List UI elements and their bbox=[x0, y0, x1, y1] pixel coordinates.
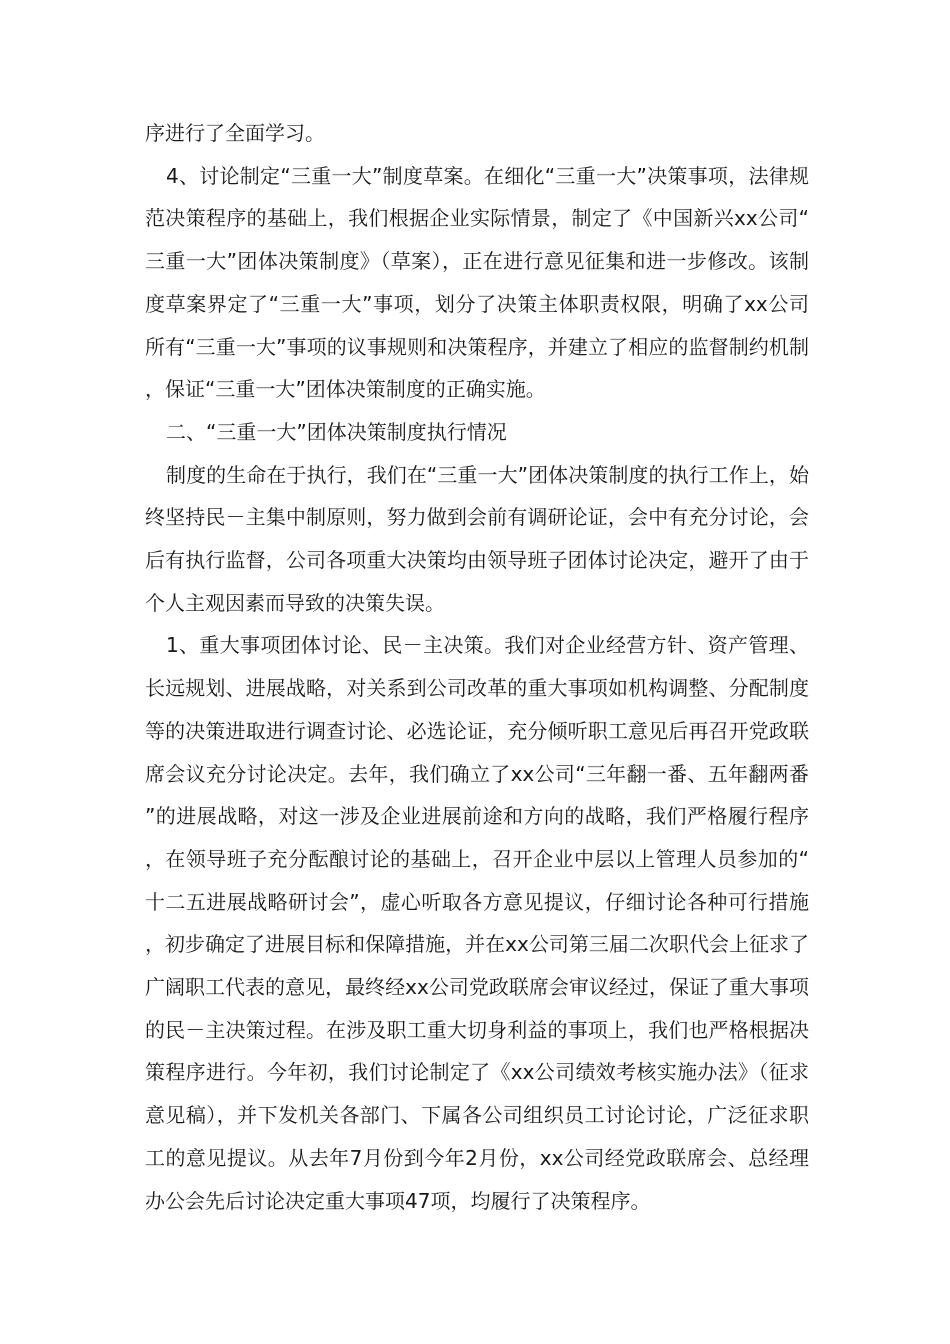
section-heading-2: 二、“三重一大”团体决策制度执行情况 bbox=[166, 419, 507, 444]
paragraph-item-4: 4、讨论制定“三重一大”制度草案。在细化“三重一大”决策事项，法律规范决策程序的基础上，我们根据企业实际情景，制定了《中国新兴xx公司“三重一大”团体决策制度》（草案），正在进行意见征集和进一步修改。该制度草案界定了“三重一大”事项，划分了决策主体职责权限，明确了xx公司所有“三重一大”事项的议事规则和决策程序，并建立了相应的监督制约机制，保证“三重一大”团体决策制度的正确实施。 bbox=[145, 163, 809, 402]
paragraph-section-intro: 制度的生命在于执行，我们在“三重一大”团体决策制度的执行工作上，始终坚持民－主集中制原则，努力做到会前有调研论证，会中有充分讨论，会后有执行监督，公司各项重大决策均由领导班子团体讨论决定，避开了由于个人主观因素而导致的决策失误。 bbox=[145, 462, 809, 615]
document-page bbox=[145, 112, 809, 1222]
paragraph-continuation: 序进行了全面学习。 bbox=[145, 121, 325, 145]
paragraph-item-1: 1、重大事项团体讨论、民－主决策。我们对企业经营方针、资产管理、长远规划、进展战略，对关系到公司改革的重大事项如机构调整、分配制度等的决策进取进行调查讨论、必选论证，充分倾听职工意见后再召开党政联席会议充分讨论决定。去年，我们确立了xx公司“三年翻一番、五年翻两番”的进展战略，对这一涉及企业进展前途和方向的战略，我们严格履行程序，在领导班子充分酝酿讨论的基础上，召开企业中层以上管理人员参加的“十二五进展战略研讨会”，虚心听取各方意见提议，仔细讨论各种可行措施，初步确定了进展目标和保障措施，并在xx公司第三届二次职代会上征求了广阔职工代表的意见，最终经xx公司党政联席会审议经过，保证了重大事项的民－主决策过程。在涉及职工重大切身利益的事项上，我们也严格根据决策程序进行。今年初，我们讨论制定了《xx公司绩效考核实施办法》（征求意见稿），并下发机关各部门、下属各公司组织员工讨论讨论，广泛征求职工的意见提议。从去年7月份到今年2月份，xx公司经党政联席会、总经理办公会先后讨论决定重大事项47项，均履行了决策程序。 bbox=[145, 633, 809, 1213]
